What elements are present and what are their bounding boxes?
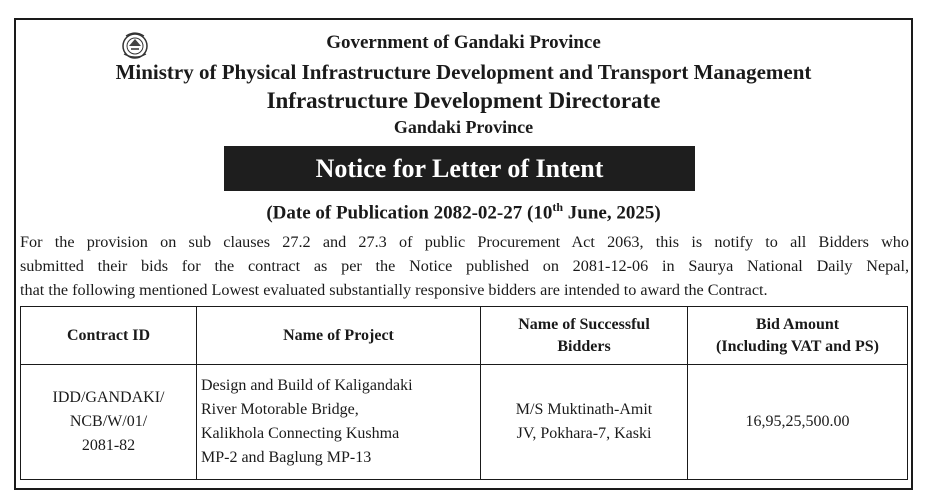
province-heading: Gandaki Province <box>393 117 534 137</box>
project-line: Kalikhola Connecting Kushma <box>201 425 400 442</box>
project-line: River Motorable Bridge, <box>201 401 359 418</box>
publication-date-suffix: June, 2025) <box>563 202 661 224</box>
header-bidders-line: Name of Successful <box>518 315 650 333</box>
bidder-line: M/S Muktinath-Amit <box>515 401 653 418</box>
contract-id-line: NCB/W/01/ <box>69 413 148 430</box>
award-table <box>20 306 908 480</box>
directorate-heading: Infrastructure Development Directorate <box>266 88 661 113</box>
header-amount-line: (Including VAT and PS) <box>716 337 879 355</box>
header-amount-line: Bid Amount <box>755 315 840 333</box>
table-header-row <box>21 307 908 365</box>
notice-paragraph <box>20 230 909 302</box>
contract-id-line: IDD/GANDAKI/ <box>52 389 165 406</box>
cell-contract-id <box>21 365 197 480</box>
notice-title: Notice for Letter of Intent <box>315 153 604 183</box>
government-heading: Government of Gandaki Province <box>326 32 601 53</box>
notice-title-banner <box>224 146 695 191</box>
header-contract-id: Contract ID <box>21 307 197 365</box>
paragraph-line: submitted their bids for the contract as per the Notice published on 2081-12-06 in Saurya National Daily Nepal, <box>20 257 909 275</box>
publication-date-prefix: (Date of Publication 2082-02-27 (10 <box>266 202 553 224</box>
project-line: MP-2 and Baglung MP-13 <box>201 449 372 466</box>
bidder-line: JV, Pokhara-7, Kaski <box>516 425 652 442</box>
header-bid-amount <box>688 307 908 365</box>
paragraph-line: For the provision on sub clauses 27.2 and 27.3 of public Procurement Act 2063, this is notify to all Bidders who <box>20 233 909 251</box>
header-bidders-line: Bidders <box>557 337 611 355</box>
contract-id-line: 2081-82 <box>81 437 136 454</box>
table-row <box>21 365 908 480</box>
project-line: Design and Build of Kaligandaki <box>201 377 413 394</box>
header-bidders <box>481 307 688 365</box>
cell-project <box>197 365 481 480</box>
paragraph-line: that the following mentioned Lowest evaluated substantially responsive bidders are intended to award the Contract. <box>20 281 768 299</box>
header-project: Name of Project <box>197 307 481 365</box>
cell-bidder <box>481 365 688 480</box>
ministry-heading: Ministry of Physical Infrastructure Development and Transport Management <box>115 60 812 84</box>
cell-bid-amount: 16,95,25,500.00 <box>688 365 908 480</box>
publication-date <box>16 200 911 224</box>
publication-date-ordinal: th <box>552 200 564 214</box>
notice-frame <box>14 18 913 490</box>
